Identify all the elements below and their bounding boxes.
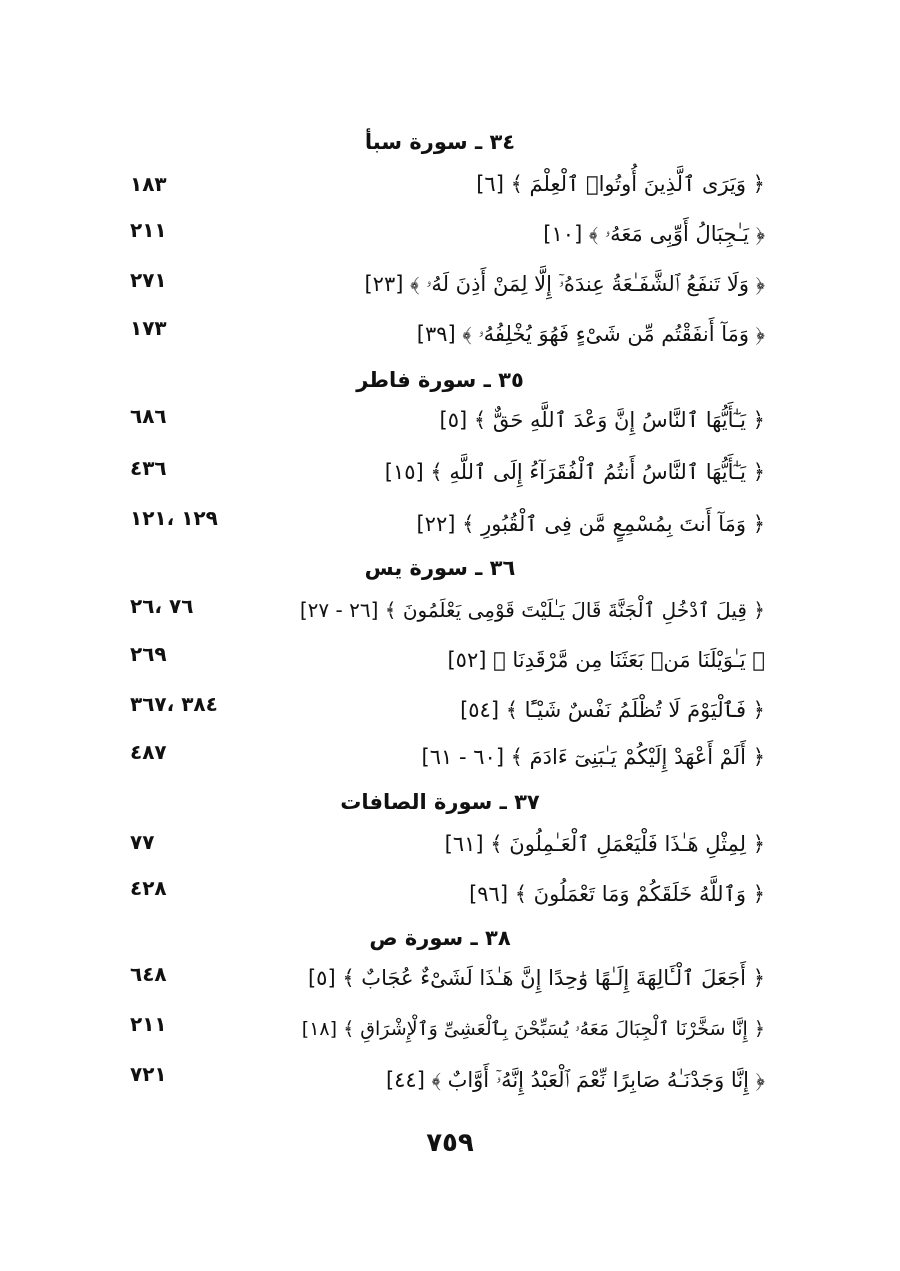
surah-heading-fatir: ٣٥ ـ سورة فاطر	[356, 368, 524, 392]
page-reference: ٧٧	[130, 830, 155, 854]
surah-heading-saba: ٣٤ ـ سورة سبأ	[364, 130, 516, 154]
page-reference: ٤٣٦	[130, 456, 167, 480]
surah-heading-sad: ٣٨ ـ سورة ص	[369, 926, 511, 950]
verse-entry: ﴿ أَلَمْ أَعْهَدْ إِلَيْكُمْ يَـٰبَنِىٓ ءَادَمَ ﴾ [٦٠ - ٦١]	[421, 745, 765, 769]
page-reference: ١٢٩ ،١٢١	[130, 506, 218, 530]
page-reference: ٢٦٩	[130, 642, 167, 666]
page-reference: ٤٨٧	[130, 740, 167, 764]
verse-entry: ﴿ قِيلَ ٱدْخُلِ ٱلْجَنَّةَ قَالَ يَـٰلَيْتَ قَوْمِى يَعْلَمُونَ ﴾ [٢٦ - ٢٧]	[299, 598, 765, 622]
verse-entry: ﴿ يَـٰوَيْلَنَا مَنۢ بَعَثَنَا مِن مَّرْقَدِنَا ﴾ [٥٢]	[447, 648, 765, 672]
verse-entry: ﴿ يَـٰجِبَالُ أَوِّبِى مَعَهُۥ ﴾ [١٠]	[543, 222, 765, 246]
page-reference: ٢٧١	[130, 268, 167, 292]
page-reference: ٦٤٨	[130, 962, 167, 986]
verse-entry: ﴿ وَمَآ أَنتَ بِمُسْمِعٍ مَّن فِى ٱلْقُبُورِ ﴾ [٢٢]	[416, 512, 765, 536]
page-number: ٧٥٩	[426, 1128, 474, 1158]
page-reference: ٧٦ ،٢٦	[130, 594, 194, 618]
page-reference: ٧٢١	[130, 1062, 167, 1086]
verse-entry: ﴿ لِمِثْلِ هَـٰذَا فَلْيَعْمَلِ ٱلْعَـٰمِلُونَ ﴾ [٦١]	[444, 832, 765, 856]
verse-entry: ﴿ وَمَآ أَنفَقْتُم مِّن شَىْءٍ فَهُوَ يُخْلِفُهُۥ ﴾ [٣٩]	[416, 322, 765, 346]
page-reference: ٢١١	[130, 218, 167, 242]
page-reference: ١٧٣	[130, 316, 167, 340]
verse-entry: ﴿ أَجَعَلَ ٱلْـَٔالِهَةَ إِلَـٰهًا وَٰحِدًا إِنَّ هَـٰذَا لَشَىْءٌ عُجَابٌ ﴾ [٥]	[307, 966, 765, 990]
verse-entry: ﴿ وَٱللَّهُ خَلَقَكُمْ وَمَا تَعْمَلُونَ ﴾ [٩٦]	[469, 882, 765, 906]
verse-entry: ﴿ يَـٰٓأَيُّهَا ٱلنَّاسُ إِنَّ وَعْدَ ٱللَّهِ حَقٌّ ﴾ [٥]	[439, 408, 765, 432]
verse-entry: ﴿ فَٱلْيَوْمَ لَا تُظْلَمُ نَفْسٌ شَيْـًٔا ﴾ [٥٤]	[460, 698, 765, 722]
page-reference: ٣٨٤ ،٣٦٧	[130, 692, 218, 716]
verse-entry: ﴿ إِنَّا وَجَدْنَـٰهُ صَابِرًا نِّعْمَ ٱلْعَبْدُ إِنَّهُۥٓ أَوَّابٌ ﴾ [٤٤]	[385, 1068, 765, 1092]
page-reference: ٤٢٨	[130, 876, 167, 900]
verse-entry: ﴿ وَيَرَى ٱلَّذِينَ أُوتُوا۟ ٱلْعِلْمَ ﴾ [٦]	[476, 172, 765, 196]
page-reference: ٦٨٦	[130, 404, 167, 428]
verse-entry: ﴿ يَـٰٓأَيُّهَا ٱلنَّاسُ أَنتُمُ ٱلْفُقَرَآءُ إِلَى ٱللَّهِ ﴾ [١٥]	[384, 460, 765, 484]
page-reference: ٢١١	[130, 1012, 167, 1036]
verse-entry: ﴿ إِنَّا سَخَّرْنَا ٱلْجِبَالَ مَعَهُۥ يُسَبِّحْنَ بِٱلْعَشِىِّ وَٱلْإِشْرَاقِ ﴾ [١٨]	[301, 1018, 765, 1040]
surah-heading-assaffat: ٣٧ ـ سورة الصافات	[340, 790, 540, 814]
page-reference: ١٨٣	[130, 172, 167, 196]
verse-entry: ﴿ وَلَا تَنفَعُ ٱلشَّفَـٰعَةُ عِندَهُۥٓ إِلَّا لِمَنْ أَذِنَ لَهُۥ ﴾ [٢٣]	[364, 272, 765, 296]
surah-heading-yasin: ٣٦ ـ سورة يس	[364, 556, 516, 580]
